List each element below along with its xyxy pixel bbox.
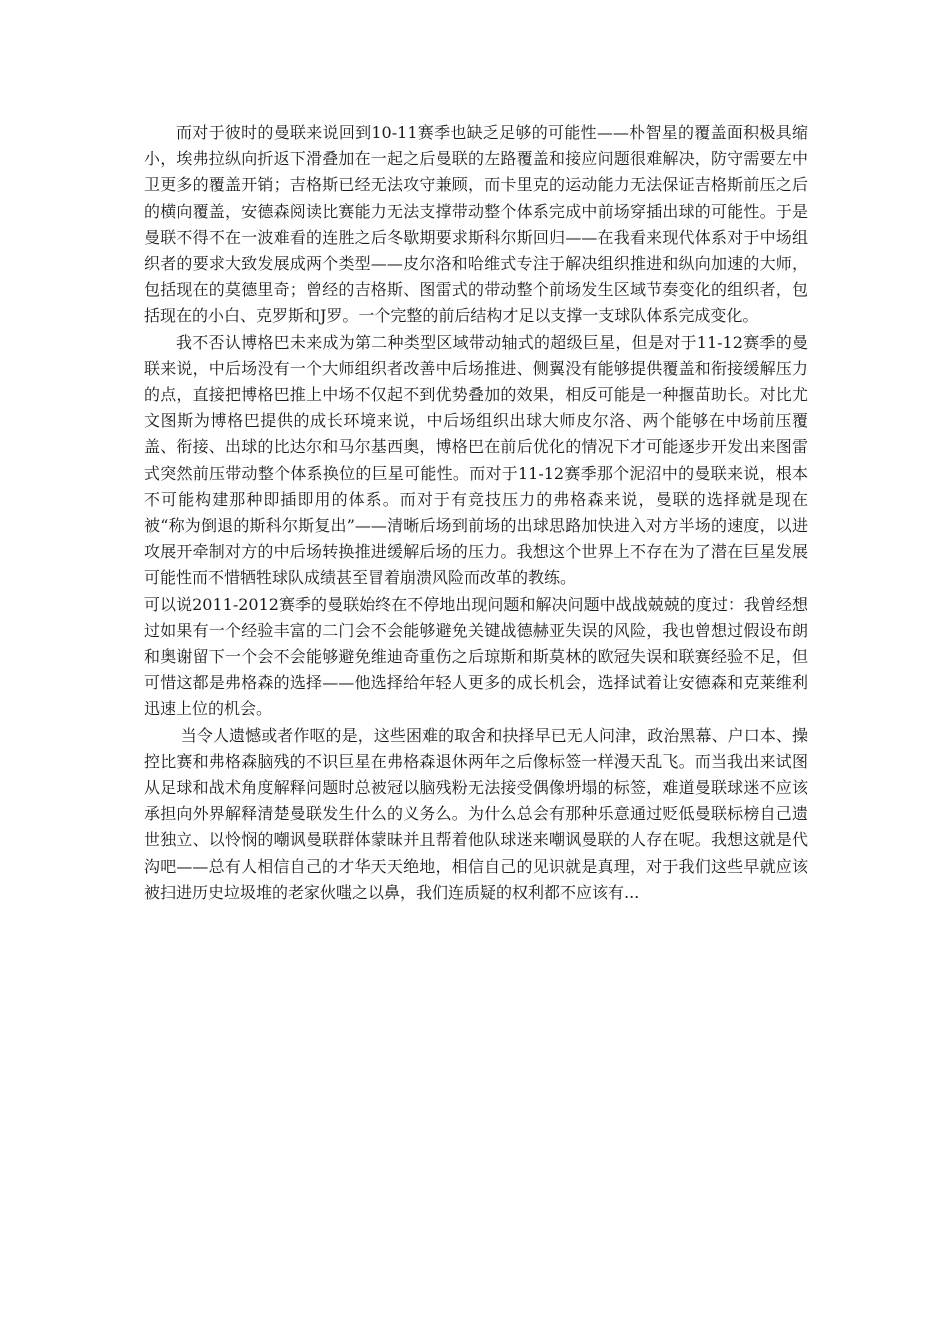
- paragraph-2: 我不否认博格巴未来成为第二种类型区域带动轴式的超级巨星，但是对于11-12赛季的曼联来说，中后场没有一个大师组织者改善中后场推进、侧翼没有能够提供覆盖和衔接缓解压力的点，直接把博格巴推上中场不仅起不到优势叠加的效果，相反可能是一种揠苗助长。对比尤文图斯为博格巴提供的成长环境来说，中后场组织出球大师皮尔洛、两个能够在中场前压覆盖、衔接、出球的比达尔和马尔基西奥，博格巴在前后优化的情况下才可能逐步开发出来图雷式突然前压带动整个体系换位的巨星可能性。而对于11-12赛季那个泥沼中的曼联来说，根本不可能构建那种即插即用的体系。而对于有竞技压力的弗格森来说，曼联的选择就是现在被“称为倒退的斯科尔斯复出”——清晰后场到前场的出球思路加快进入对方半场的速度，以进攻展开牵制对方的中后场转换推进缓解后场的压力。我想这个世界上不存在为了潜在巨星发展可能性而不惜牺牲球队成绩甚至冒着崩溃风险而改革的教练。: [144, 332, 808, 588]
- document-body: [144, 120, 808, 906]
- paragraph-1: 而对于彼时的曼联来说回到10-11赛季也缺乏足够的可能性——朴智星的覆盖面积极具缩小，埃弗拉纵向折返下滑叠加在一起之后曼联的左路覆盖和接应问题很难解决，防守需要左中卫更多的覆盖开销；吉格斯已经无法攻守兼顾，而卡里克的运动能力无法保证吉格斯前压之后的横向覆盖，安德森阅读比赛能力无法支撑带动整个体系完成中前场穿插出球的可能性。于是曼联不得不在一波难看的连胜之后冬歇期要求斯科尔斯回归——在我看来现代体系对于中场组织者的要求大致发展成两个类型——皮尔洛和哈维式专注于解决组织推进和纵向加速的大师，包括现在的莫德里奇；曾经的吉格斯、图雷式的带动整个前场发生区域节奏变化的组织者，包括现在的小白、克罗斯和J罗。一个完整的前后结构才足以支撑一支球队体系完成变化。: [144, 123, 808, 326]
- paragraph-4: 当令人遗憾或者作呕的是，这些困难的取舍和抉择早已无人问津，政治黑幕、户口本、操控比赛和弗格森脑残的不识巨星在弗格森退休两年之后像标签一样漫天乱飞。而当我出来试图从足球和战术角度解释问题时总被冠以脑残粉无法接受偶像坍塌的标签，难道曼联球迷不应该承担向外界解释清楚曼联发生什么的义务么。为什么总会有那种乐意通过贬低曼联标榜自己遗世独立、以怜悯的嘲讽曼联群体蒙昧并且帮着他队球迷来嘲讽曼联的人存在呢。我想这就是代沟吧——总有人相信自己的才华天天绝地，相信自己的见识就是真理，对于我们这些早就应该被扫进历史垃圾堆的老家伙嗤之以鼻，我们连质疑的权利都不应该有...: [144, 725, 808, 902]
- paragraph-3: 可以说2011-2012赛季的曼联始终在不停地出现问题和解决问题中战战兢兢的度过：我曾经想过如果有一个经验丰富的二门会不会能够避免关键战德赫亚失误的风险，我也曾想过假设布朗和奥谢留下一个会不会能够避免维迪奇重伤之后琼斯和斯莫林的欧冠失误和联赛经验不足，但可惜这都是弗格森的选择——他选择给年轻人更多的成长机会，选择试着让安德森和克莱维利迅速上位的机会。: [144, 594, 808, 719]
